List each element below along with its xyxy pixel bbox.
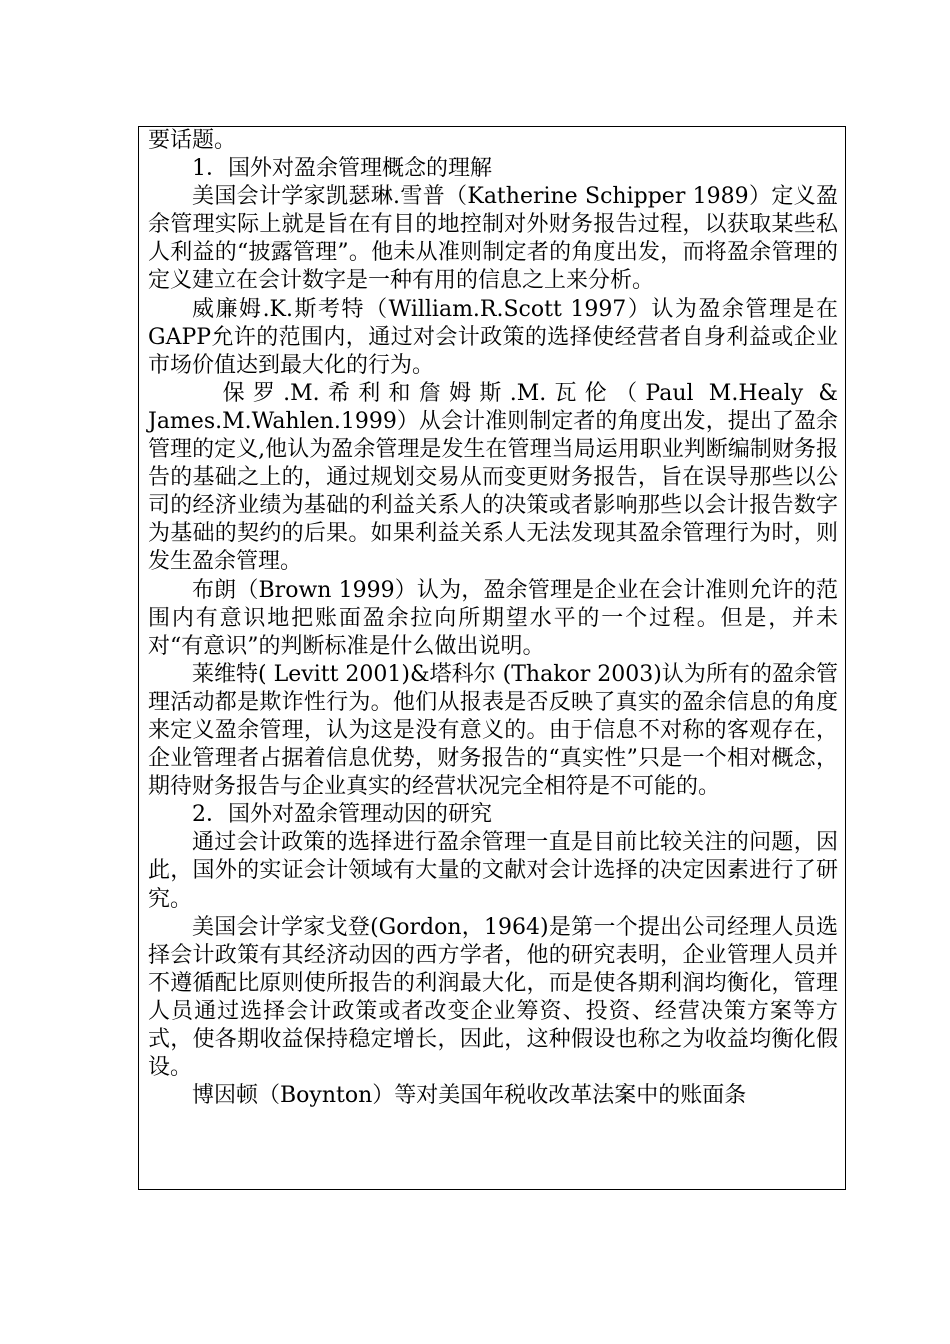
paragraph-healy-wahlen: 保罗.M.希利和詹姆斯.M.瓦伦（Paul M.Healy & James.M.Wahlen.1999）从会计准则制定者的角度出发，提出了盈余管理的定义,他认为盈余管理是发生在管理当局运用职业判断编制财务报告的基础之上的，通过规划交易从而变更财务报告，旨在误导那些以公司的经济业绩为基础的利益关系人的决策或者影响那些以会计报告数字为基础的契约的后果。如果利益关系人无法发现其盈余管理行为时，则发生盈余管理。 bbox=[148, 380, 845, 575]
paragraph-accounting-policy: 通过会计政策的选择进行盈余管理一直是目前比较关注的问题，因此，国外的实证会计领域有大量的文献对会计选择的决定因素进行了研究。 bbox=[148, 830, 838, 912]
document-body bbox=[148, 127, 845, 1110]
paragraph-boynton: 博因顿（Boynton）等对美国年税收改革法案中的账面条 bbox=[192, 1083, 747, 1109]
paragraph-scott: 威廉姆.K.斯考特（William.R.Scott 1997）认为盈余管理是在GAPP允许的范围内，通过对会计政策的选择使经营者自身利益或企业市场价值达到最大化的行为。 bbox=[148, 296, 838, 378]
paragraph-gordon: 美国会计学家戈登(Gordon，1964)是第一个提出公司经理人员选择会计政策有其经济动因的西方学者，他的研究表明，企业管理人员并不遵循配比原则使所报告的利润最大化，而是使各期利润均衡化，管理人员通过选择会计政策或者改变企业筹资、投资、经营决策方案等方式，使各期收益保持稳定增长，因此，这种假设也称之为收益均衡化假设。 bbox=[148, 914, 838, 1081]
section-heading-1: 1．国外对盈余管理概念的理解 bbox=[192, 156, 492, 182]
paragraph-levitt-thakor: 莱维特( Levitt 2001)&塔科尔 (Thakor 2003)认为所有的盈余管理活动都是欺诈性行为。他们从报表是否反映了真实的盈余信息的角度来定义盈余管理，认为这是没有意义的。由于信息不对称的客观存在，企业管理者占据着信息优势，财务报告的“真实性”只是一个相对概念，期待财务报告与企业真实的经营状况完全相符是不可能的。 bbox=[148, 661, 838, 800]
paragraph-schipper: 美国会计学家凯瑟琳.雪普（Katherine Schipper 1989）定义盈余管理实际上就是旨在有目的地控制对外财务报告过程，以获取某些私人利益的“披露管理”。他未从准则制定者的角度出发，而将盈余管理的定义建立在会计数字是一种有用的信息之上来分析。 bbox=[148, 184, 838, 294]
section-heading-2: 2．国外对盈余管理动因的研究 bbox=[192, 802, 492, 828]
paragraph-topic-end: 要话题。 bbox=[148, 128, 237, 153]
paragraph-brown: 布朗（Brown 1999）认为，盈余管理是企业在会计准则允许的范围内有意识地把账面盈余拉向所期望水平的一个过程。但是，并未对“有意识”的判断标准是什么做出说明。 bbox=[148, 577, 838, 659]
